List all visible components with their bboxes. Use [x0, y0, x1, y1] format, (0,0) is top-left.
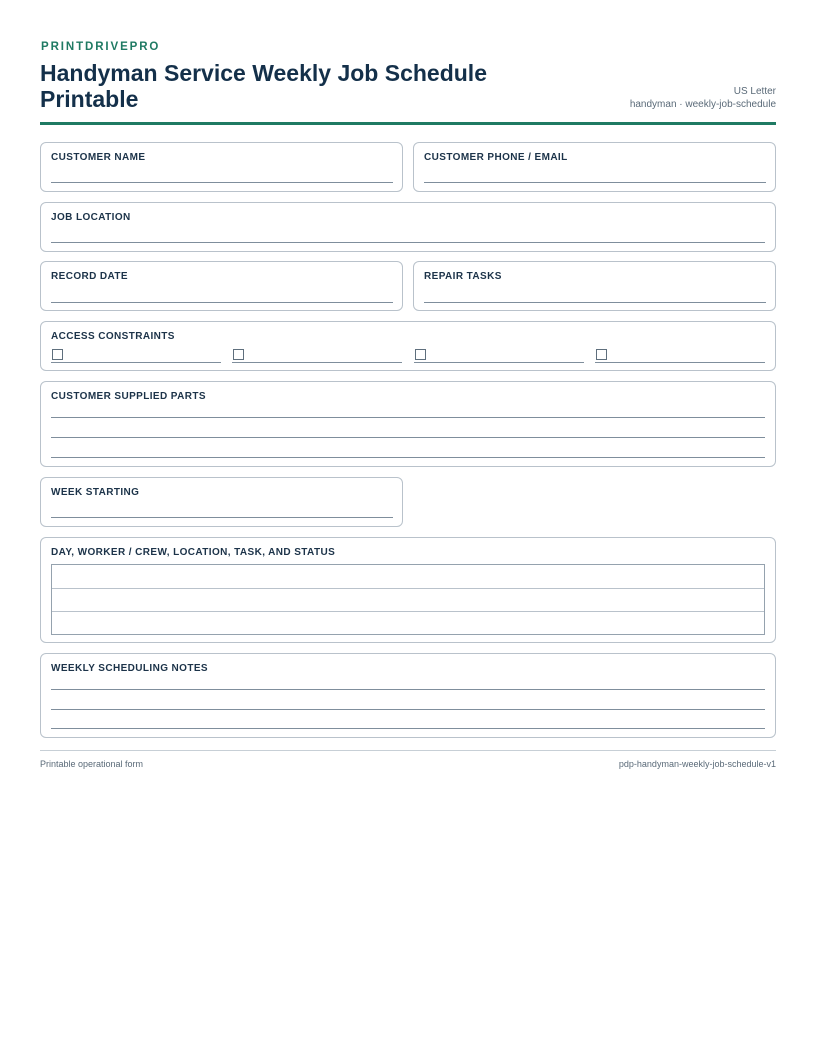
form-page	[40, 0, 776, 769]
access-constraint-checkbox-4[interactable]	[596, 349, 607, 360]
repair-tasks-card	[413, 261, 776, 311]
form-id: pdp-handyman-weekly-job-schedule-v1	[618, 759, 776, 769]
customer-contact-card	[413, 142, 776, 192]
weekly-notes-label: WEEKLY SCHEDULING NOTES	[51, 663, 208, 674]
schedule-table-label: DAY, WORKER / CREW, LOCATION, TASK, AND STATUS	[51, 547, 336, 558]
access-constraint-field-1[interactable]	[51, 362, 221, 363]
record-date-field[interactable]	[51, 302, 393, 303]
schedule-table-card	[40, 537, 776, 643]
week-starting-field[interactable]	[51, 517, 393, 518]
repair-tasks-field[interactable]	[424, 302, 766, 303]
access-constraints-card	[40, 321, 776, 371]
paper-size-label: US Letter	[733, 86, 776, 97]
form-tags: handyman · weekly-job-schedule	[629, 99, 776, 110]
access-constraint-checkbox-1[interactable]	[52, 349, 63, 360]
access-constraint-checkbox-2[interactable]	[233, 349, 244, 360]
access-constraints-label: ACCESS CONSTRAINTS	[51, 331, 175, 342]
customer-name-card	[40, 142, 403, 192]
job-location-label: JOB LOCATION	[51, 212, 131, 223]
customer-contact-label: CUSTOMER PHONE / EMAIL	[424, 152, 568, 163]
weekly-notes-card	[40, 653, 776, 738]
customer-contact-field[interactable]	[424, 182, 766, 183]
table-row-divider	[52, 611, 764, 612]
customer-supplied-parts-label: CUSTOMER SUPPLIED PARTS	[51, 391, 206, 402]
repair-tasks-label: REPAIR TASKS	[424, 271, 502, 282]
customer-name-field[interactable]	[51, 182, 393, 183]
table-row-divider	[52, 588, 764, 589]
job-location-card	[40, 202, 776, 252]
footer-description: Printable operational form	[40, 759, 144, 769]
customer-supplied-parts-card	[40, 381, 776, 467]
form-meta	[630, 85, 776, 111]
footer-divider	[40, 750, 776, 751]
header-rule	[40, 122, 776, 125]
access-constraint-checkbox-3[interactable]	[415, 349, 426, 360]
job-location-field[interactable]	[51, 242, 765, 243]
access-constraint-field-4[interactable]	[595, 362, 765, 363]
form-header	[40, 0, 776, 126]
notes-line-3[interactable]	[51, 728, 765, 729]
record-date-card	[40, 261, 403, 311]
notes-line-2[interactable]	[51, 709, 765, 710]
record-date-label: RECORD DATE	[51, 271, 128, 282]
parts-line-3[interactable]	[51, 457, 765, 458]
access-constraint-field-3[interactable]	[414, 362, 584, 363]
access-constraint-field-2[interactable]	[232, 362, 402, 363]
week-starting-label: WEEK STARTING	[51, 487, 140, 498]
schedule-table[interactable]	[51, 564, 765, 635]
week-starting-card	[40, 477, 403, 527]
notes-line-1[interactable]	[51, 689, 765, 690]
parts-line-2[interactable]	[51, 437, 765, 438]
parts-line-1[interactable]	[51, 417, 765, 418]
brand-logo-text: PRINTDRIVEPRO	[41, 41, 161, 53]
customer-name-label: CUSTOMER NAME	[51, 152, 146, 163]
page-title: Handyman Service Weekly Job Schedule Printable	[40, 60, 487, 112]
